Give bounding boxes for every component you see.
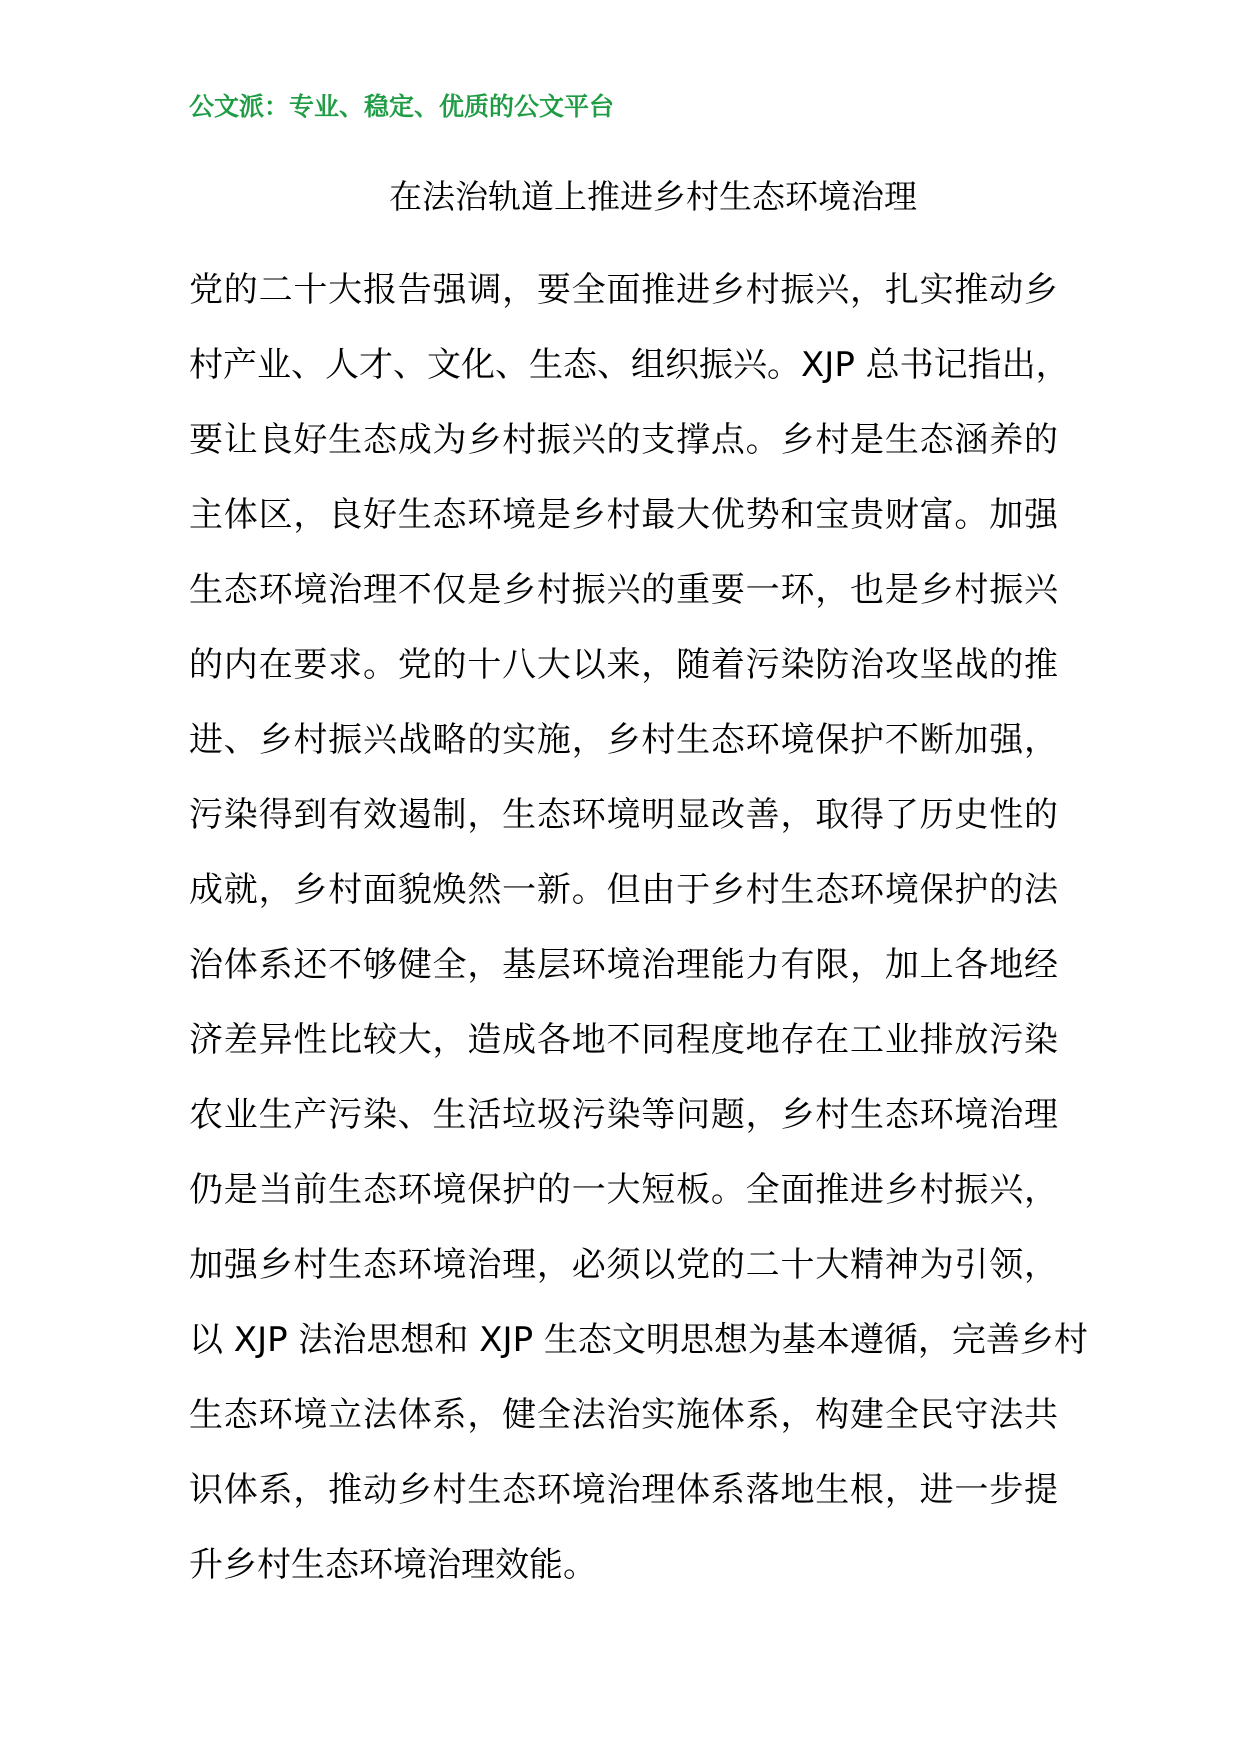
body-line: 要让良好生态成为乡村振兴的支撑点。乡村是生态涵养的 — [189, 420, 1058, 460]
document-body — [189, 253, 1088, 1603]
body-line: 的内在要求。党的十八大以来，随着污染防治攻坚战的推 — [189, 645, 1058, 685]
body-line: 生态环境治理不仅是乡村振兴的重要一环，也是乡村振兴 — [189, 570, 1058, 610]
document-title: 在法治轨道上推进乡村生态环境治理 — [389, 177, 917, 216]
body-line: 生态环境立法体系，健全法治实施体系，构建全民守法共 — [189, 1395, 1058, 1435]
brand-header: 公文派：专业、稳定、优质的公文平台 — [189, 92, 615, 121]
body-line: 加强乡村生态环境治理，必须以党的二十大精神为引领， — [189, 1245, 1058, 1285]
body-line: 仍是当前生态环境保护的一大短板。全面推进乡村振兴， — [189, 1170, 1058, 1210]
body-line: 主体区，良好生态环境是乡村最大优势和宝贵财富。加强 — [189, 495, 1058, 535]
body-line: 党的二十大报告强调，要全面推进乡村振兴，扎实推动乡 — [189, 270, 1058, 310]
body-line: 成就，乡村面貌焕然一新。但由于乡村生态环境保护的法 — [189, 870, 1058, 910]
body-line: 污染得到有效遏制，生态环境明显改善，取得了历史性的 — [189, 795, 1058, 835]
body-line-last: 升乡村生态环境治理效能。 — [189, 1545, 597, 1585]
body-line: 农业生产污染、生活垃圾污染等问题，乡村生态环境治理 — [189, 1095, 1058, 1135]
body-line: 村产业、人才、文化、生态、组织振兴。XJP 总书记指出， — [189, 345, 1070, 385]
body-line: 治体系还不够健全，基层环境治理能力有限，加上各地经 — [189, 945, 1058, 985]
body-line: 进、乡村振兴战略的实施，乡村生态环境保护不断加强， — [189, 720, 1058, 760]
body-line: 济差异性比较大，造成各地不同程度地存在工业排放污染 — [189, 1020, 1058, 1060]
body-line: 识体系，推动乡村生态环境治理体系落地生根，进一步提 — [189, 1470, 1058, 1510]
body-line: 以 XJP 法治思想和 XJP 生态文明思想为基本遵循，完善乡村 — [189, 1320, 1088, 1360]
